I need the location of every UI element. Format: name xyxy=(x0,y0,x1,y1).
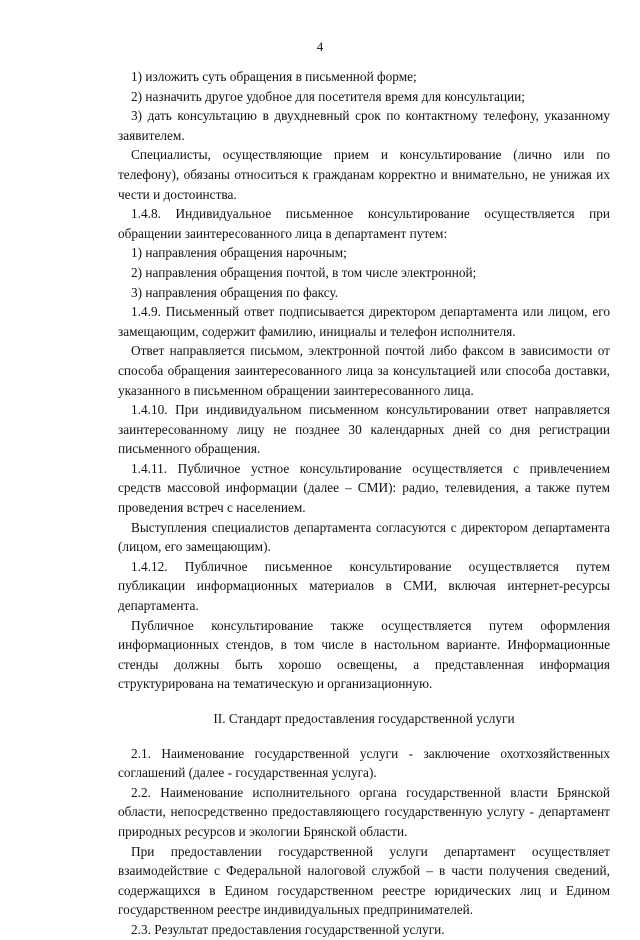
paragraph: 2.2. Наименование исполнительного органа государственной власти Брянской области, непосредственно предоставляющего государственную услугу - департамент природных ресурсов и экологии Брянской области. xyxy=(118,784,610,839)
paragraph: 1.4.8. Индивидуальное письменное консультирование осуществляется при обращении заинтересованного лица в департамент путем: xyxy=(118,206,610,241)
paragraph: 1.4.12. Публичное письменное консультирование осуществляется путем публикации информационных материалов в СМИ, включая интернет-ресурсы департамента. xyxy=(118,558,610,614)
paragraph: 2.3. Результат предоставления государственной услуги. xyxy=(131,921,445,937)
paragraph: 2) назначить другое удобное для посетителя время для консультации; xyxy=(131,88,525,104)
paragraph: 1) изложить суть обращения в письменной форме; xyxy=(131,69,417,84)
paragraph: При предоставлении государственной услуги департамент осуществляет взаимодействие с Федеральной налоговой службой – в части получения сведений, содержащихся в Едином государственном реестре юридических лиц и Едином государственном реестре индивидуальных предпринимателей. xyxy=(118,843,610,918)
paragraph: Специалисты, осуществляющие прием и консультирование (лично или по телефону), обязаны относиться к гражданам корректно и внимательно, не унижая их чести и достоинства. xyxy=(118,147,610,202)
paragraph: Выступления специалистов департамента согласуются с директором департамента (лицом, его замещающим). xyxy=(118,519,610,555)
section-heading: II. Стандарт предоставления государственной услуги xyxy=(213,711,515,726)
paragraph: 1.4.9. Письменный ответ подписывается директором департамента или лицом, его замещающим, содержит фамилию, инициалы и телефон исполнителя. xyxy=(118,304,610,339)
page-number: 4 xyxy=(316,39,324,54)
paragraph: 3) дать консультацию в двухдневный срок по контактному телефону, указанному заявителем. xyxy=(118,108,610,143)
paragraph: 1.4.11. Публичное устное консультирование осуществляется с привлечением средств массовой информации (далее – СМИ): радио, телевидения, а также путем проведения встреч с населением. xyxy=(118,460,610,516)
paragraph: 1.4.10. При индивидуальном письменном консультировании ответ направляется заинтересованному лицу не позднее 30 календарных дней со дня регистрации письменного обращения. xyxy=(118,402,610,457)
paragraph: 3) направления обращения по факсу. xyxy=(131,284,339,300)
paragraph: 2.1. Наименование государственной услуги - заключение охотхозяйственных соглашений (далее - государственная услуга). xyxy=(118,745,610,781)
paragraph: 2) направления обращения почтой, в том числе электронной; xyxy=(131,264,477,280)
paragraph: 1) направления обращения нарочным; xyxy=(131,245,347,261)
document-body xyxy=(118,67,610,940)
paragraph: Ответ направляется письмом, электронной почтой либо факсом в зависимости от способа обращения заинтересованного лица за консультацией или способа доставки, указанного в письменном обращении заинтересованного лица. xyxy=(118,343,610,398)
paragraph: Публичное консультирование также осуществляется путем оформления информационных стендов, в том числе в настольном варианте. Информационные стенды должны быть хорошо освещены, а представленная информация структурирована на тематическую и организационную. xyxy=(118,617,610,692)
